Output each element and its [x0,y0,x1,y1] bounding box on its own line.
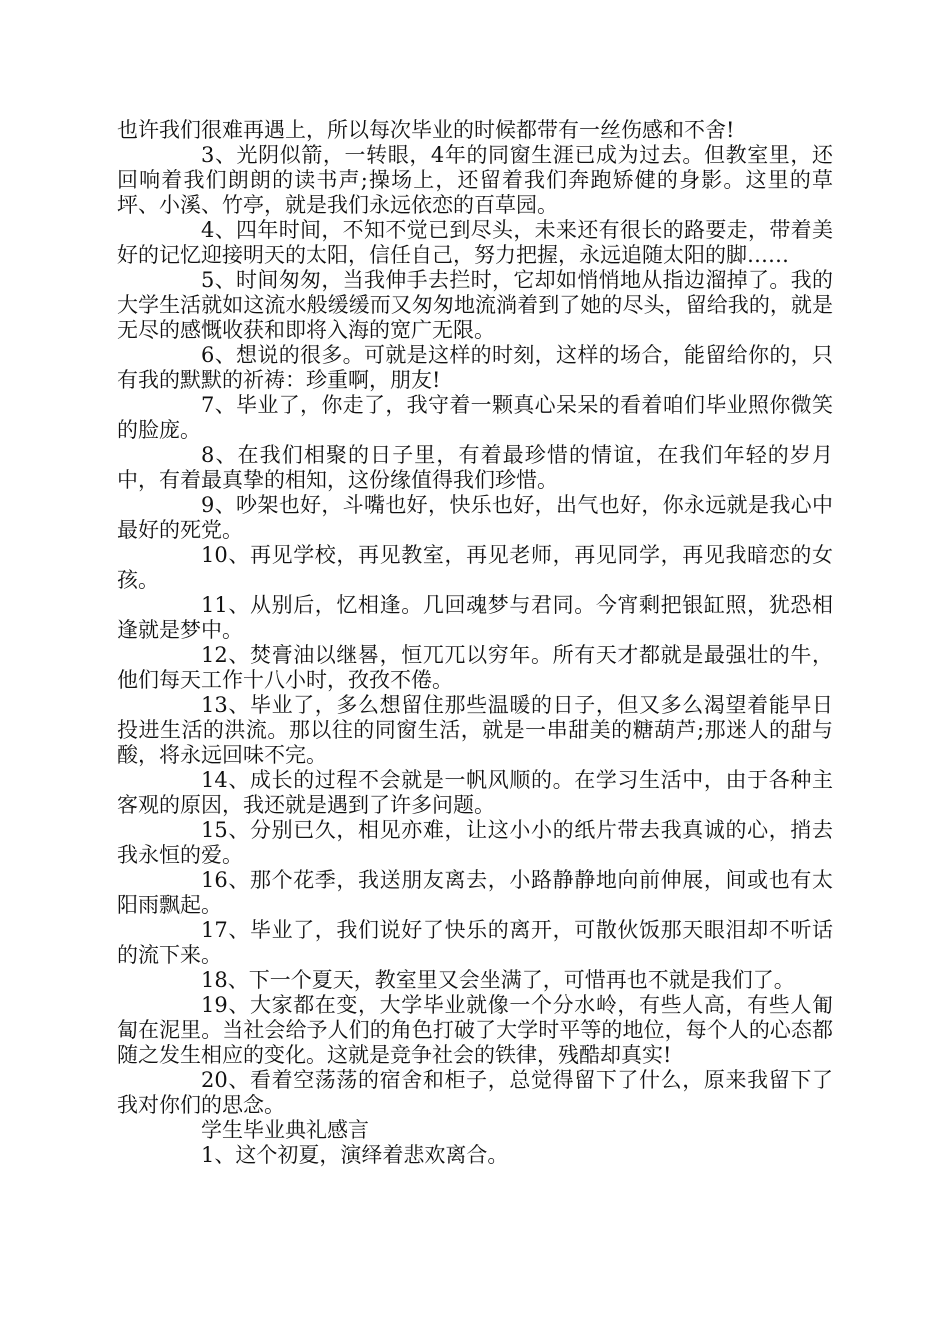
paragraph-item-17: 17、毕业了，我们说好了快乐的离开，可散伙饭那天眼泪却不听话的流下来。 [117,918,833,967]
paragraph-item-14: 14、成长的过程不会就是一帆风顺的。在学习生活中，由于各种主客观的原因，我还就是遇到了许多问题。 [117,768,833,817]
paragraph-item-5: 5、时间匆匆，当我伸手去拦时，它却如悄悄地从指边溜掉了。我的大学生活就如这流水般缓缓而又匆匆地流淌着到了她的尽头，留给我的，就是无尽的感慨收获和即将入海的宽广无限。 [117,268,833,342]
paragraph-item-8: 8、在我们相聚的日子里，有着最珍惜的情谊，在我们年轻的岁月中，有着最真挚的相知，这份缘值得我们珍惜。 [117,443,833,492]
paragraph-item-11: 11、从别后，忆相逢。几回魂梦与君同。今宵剩把银缸照，犹恐相逢就是梦中。 [117,593,833,642]
paragraph-item-20: 20、看着空荡荡的宿舍和柜子，总觉得留下了什么，原来我留下了我对你们的思念。 [117,1068,833,1117]
paragraph-item-6: 6、想说的很多。可就是这样的时刻，这样的场合，能留给你的，只有我的默默的祈祷：珍重啊，朋友! [117,343,833,392]
paragraph-item-18: 18、下一个夏天，教室里又会坐满了，可惜再也不就是我们了。 [201,968,795,992]
paragraph-continuation: 也许我们很难再遇上，所以每次毕业的时候都带有一丝伤感和不舍! [117,118,735,142]
paragraph-item-10: 10、再见学校，再见教室，再见老师，再见同学，再见我暗恋的女孩。 [117,543,833,592]
paragraph-item-12: 12、焚膏油以继晷，恒兀兀以穷年。所有天才都就是最强壮的牛，他们每天工作十八小时，孜孜不倦。 [117,643,833,692]
paragraph-item-3: 3、光阴似箭，一转眼，4年的同窗生涯已成为过去。但教室里，还回响着我们朗朗的读书声;操场上，还留着我们奔跑矫健的身影。这里的草坪、小溪、竹亭，就是我们永远依恋的百草园。 [117,143,833,217]
paragraph-item-1: 1、这个初夏，演绎着悲欢离合。 [201,1143,509,1167]
paragraph-item-4: 4、四年时间，不知不觉已到尽头，未来还有很长的路要走，带着美好的记忆迎接明天的太阳，信任自己，努力把握，永远追随太阳的脚…… [117,218,833,267]
paragraph-item-9: 9、吵架也好，斗嘴也好，快乐也好，出气也好，你永远就是我心中最好的死党。 [117,493,833,542]
paragraph-item-15: 15、分别已久，相见亦难，让这小小的纸片带去我真诚的心，捎去我永恒的爱。 [117,818,833,867]
section-heading: 学生毕业典礼感言 [201,1118,369,1142]
paragraph-item-16: 16、那个花季，我送朋友离去，小路静静地向前伸展，间或也有太阳雨飘起。 [117,868,833,917]
document-page [117,118,833,1168]
paragraph-item-13: 13、毕业了，多么想留住那些温暖的日子，但又多么渴望着能早日投进生活的洪流。那以往的同窗生活，就是一串甜美的糖葫芦;那迷人的甜与酸，将永远回味不完。 [117,693,833,767]
paragraph-item-19: 19、大家都在变，大学毕业就像一个分水岭，有些人高，有些人匍匐在泥里。当社会给予人们的角色打破了大学时平等的地位，每个人的心态都随之发生相应的变化。这就是竞争社会的铁律，残酷却真实! [117,993,833,1067]
paragraph-item-7: 7、毕业了，你走了，我守着一颗真心呆呆的看着咱们毕业照你微笑的脸庞。 [117,393,833,442]
